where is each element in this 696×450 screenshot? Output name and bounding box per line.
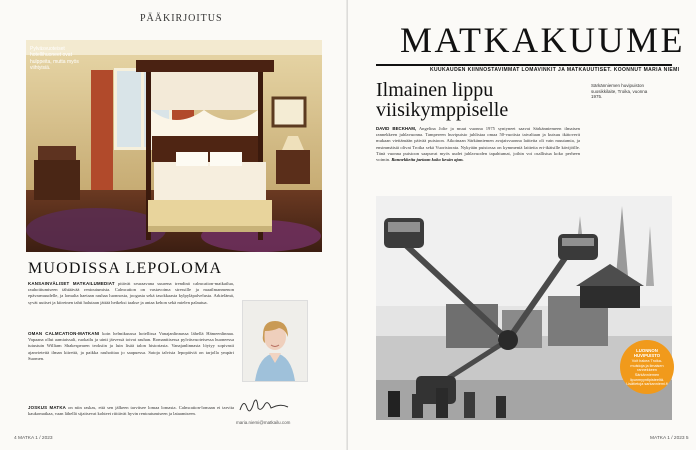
info-badge bbox=[620, 340, 674, 394]
author-portrait bbox=[242, 300, 308, 382]
header-rule bbox=[376, 64, 672, 66]
badge-text: Voit hakea Troika-muistoja ja ilmaisen rannekkeen Särkänniemen lipunmyyntipisteeltä. Lisätietoja sarkanniemi.fi bbox=[626, 359, 668, 387]
signature-scribble bbox=[236, 394, 306, 416]
article-lead: DAVID BECKHAM, bbox=[376, 126, 417, 131]
article-paragraph-1: DAVID BECKHAM, Angelina Jolie ja muut vuonna 1975 syntyneet saavat Särkänniemeen ilmaisen rannekkeen juhlavuonna. Tampereen huvipuisto juhlistaa omaa 50-vuotista taivaltaan ja kutsuu ikätoverit mukaan viettämään päivää puistoon. bbox=[376, 126, 580, 144]
hotel-room-illustration bbox=[26, 40, 322, 252]
article-body bbox=[376, 126, 580, 163]
author-email: maria.niemi@matkailu.com bbox=[236, 420, 291, 425]
paragraph-text: on niin raskas, että sen jälkeen tarvitsee lomaa lomasta. Calmcation-lomaan ei tarvita kaukomatkaa, vaan lähellä sijaitsevat kohteet riittävät hyvin rentoutumiseen ja lataamiseen. bbox=[28, 405, 235, 417]
photo-caption: Pylväsvuoteiset hotellihuoneet ovat hulppeita, mutta myös viihtyisiä. bbox=[30, 46, 79, 71]
article-title: Ilmainen lippu viisikymppiselle bbox=[376, 79, 509, 121]
paragraph-lead: OMAN CALMCATION-MATKANI bbox=[28, 331, 100, 336]
article-paragraph-2: Aikoinaan Särkänniemen avajaisvuonna laitteita oli vain muutamia, ja ensimmäisiä olivat Troika sekä Vuoristorata. Nykyään puistossa on kymmeniä laitteita eri-ikäisille kävijöille. bbox=[376, 138, 580, 150]
page-number: 4 bbox=[14, 436, 17, 441]
hotel-room-photo bbox=[26, 40, 322, 252]
badge-title: LUONNON HUVIPUISTO bbox=[633, 348, 661, 358]
article-paragraph-3: Tänä vuonna puistoon saapuvat myös uudet juhlavuoden tapahtumat, joihin voi osallistua koko perheen voimin. bbox=[376, 150, 580, 163]
author-signature bbox=[236, 394, 306, 416]
editorial-paragraph-2 bbox=[28, 331, 234, 362]
section-subheader: KUUKAUDEN KIINNOSTAVIMMAT LOMAVINKIT JA MATKAUUTISET. KOONNUT MARIA NIEMI bbox=[430, 67, 680, 73]
left-page-footer bbox=[14, 436, 53, 441]
editorial-paragraph-1 bbox=[28, 281, 234, 306]
author-portrait-illustration bbox=[243, 301, 307, 381]
editorial-headline: MUODISSA LEPOLOMA bbox=[28, 260, 223, 277]
magazine-issue: MATKA 1 / 2023 bbox=[18, 436, 53, 441]
paragraph-text: pitävät seuraavana suurena trendinä calmcation-matkailua, rauhoittumiseen tähtäävää rentoutumista. Calmcation on vastavoima stressille ja maailmanmenon epävarmuudelle, ja lomalta haetaan rauhaa luonnosta, joogasta sekä tasokkaasta kylpyläpalvelusta. Arkielämä, syvät uutiset ja kiireinen tahti halutaan jättää hetkeksi taakse ja antaa kehon sekä mielen palautua. bbox=[28, 281, 234, 305]
paragraph-text: koin helmikuussa hotellissa Vanajanlinnassa lähellä Hämeenlinnaa. Vapaana ollut aamiaissali, ruokailu ja uinti järvessä toivat rauhan. Romanttisessa pylväsvuoteisessa huoneessa tutustuin William Shakespearen teoksiin ja luin lisää talon historiasta. Vanajanlinnasta löytyy sopivasti ajanvietettä ilman kiirettä, ja paikka rauhoittaa jo saapuessa. Satoja talvisia lepopäiviä on tarjolla ympäri Suomen. bbox=[28, 331, 234, 361]
paragraph-lead: JOSKUS MATKA bbox=[28, 405, 67, 410]
photo-side-caption: Särkänniemen huvipuiston suosikkilaite, Troika, vuonna 1975. bbox=[591, 83, 648, 100]
editorial-paragraph-3 bbox=[28, 405, 234, 417]
page-number: 5 bbox=[685, 436, 689, 441]
article-closing-line: Rannekkeita jaetaan koko kesän ajan. bbox=[391, 157, 464, 163]
magazine-issue: MATKA 1 / 2023 bbox=[650, 436, 685, 441]
travel-section-header: MATKAKUUME bbox=[400, 20, 685, 60]
paragraph-lead: KANSAINVÄLISET MATKAILUMEDIAT bbox=[28, 281, 115, 286]
section-label: PÄÄKIRJOITUS bbox=[140, 13, 223, 24]
right-page-footer bbox=[650, 436, 689, 441]
